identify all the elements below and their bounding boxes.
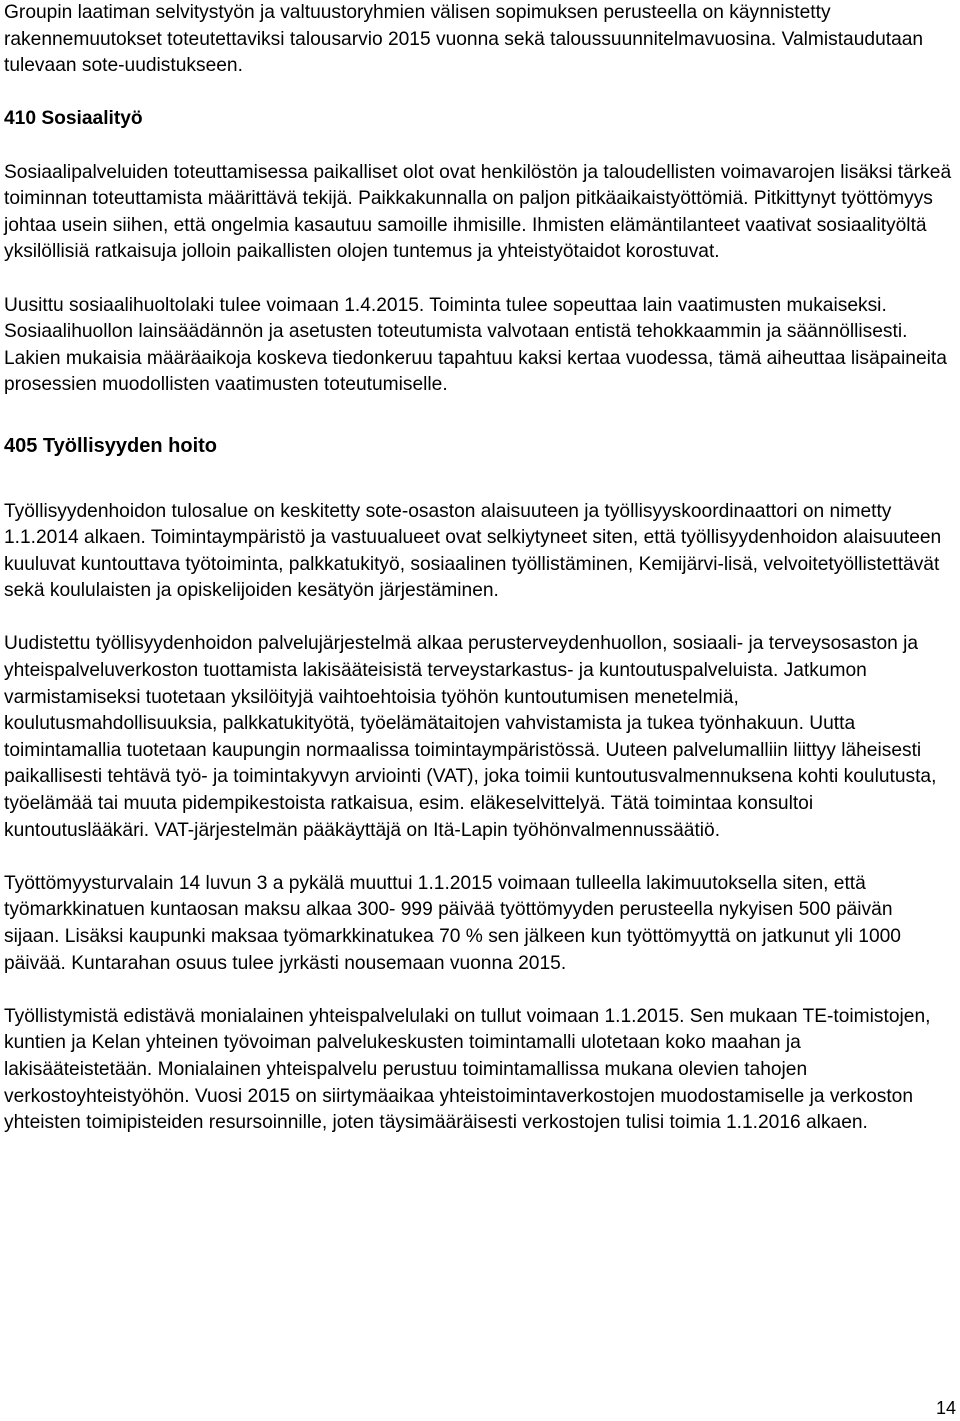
intro-paragraph: Groupin laatiman selvitystyön ja valtuustoryhmien välisen sopimuksen perusteella on käynnistetty rakennemuutokset toteutettaviksi talousarvio 2015 vuonna sekä taloussuunnitelmavuosina. Valmistaudutaan tulevaan sote-uudistukseen. [4,2,924,77]
paragraph-405-2: Uudistettu työllisyydenhoidon palvelujärjestelmä alkaa perusterveydenhuollon, sosiaali- ja terveysosaston ja yhteispalveluverkoston tuottamista lakisääteisistä terveystarkastus- ja kuntoutuspalveluista. Jatkumon varmistamiseksi tuotetaan yksilöityjä vaihtoehtoisia työhön kuntoutumisen menetelmiä, koulutusmahdollisuuksia, palkkatukityötä, työelämätaitojen vahvistamista ja tukea työnhakuun. Uutta toimintamallia tuotetaan kaupungin normaalissa toimintaympäristössä. Uuteen palvelumalliin liittyy läheisesti paikallisesti tehtävä työ- ja toimintakyvyn arviointi (VAT), joka toimii kuntoutusvalmennuksena kohti koulutusta, työelämää tai muuta pidempikestoista ratkaisua, esim. eläkeselvittelyä. Tätä toimintaa konsultoi kuntoutuslääkäri. VAT-järjestelmän pääkäyttäjä on Itä-Lapin työhönvalmennussäätiö. [4,633,937,841]
paragraph-410-1: Sosiaalipalveluiden toteuttamisessa paikalliset olot ovat henkilöstön ja taloudellisten voimavarojen lisäksi tärkeä toiminnan toteuttamista määrittävä tekijä. Paikkakunnalla on paljon pitkäaikaistyöttömiä. Pitkittynyt työttömyys johtaa usein siihen, että ongelmia kasautuu samoille ihmisille. Ihmisten elämäntilanteet vaativat sosiaalityöltä yksilöllisiä ratkaisuja jolloin paikallisten olojen tuntemus ja yhteistyötaidot korostuvat. [4,161,952,263]
page-number: 14 [935,1398,956,1418]
document-page [4,0,952,1137]
paragraph-405-3: Työttömyysturvalain 14 luvun 3 a pykälä muuttui 1.1.2015 voimaan tulleella lakimuutoksella siten, että työmarkkinatuen kuntaosan maksu alkaa 300- 999 päivää työttömyyden perusteella nykyisen 500 päivän sijaan. Lisäksi kaupunki maksaa työmarkkinatukea 70 % sen jälkeen kun työttömyyttä on jatkunut yli 1000 päivää. Kuntarahan osuus tulee jyrkästi nousemaan vuonna 2015. [4,872,901,974]
section-heading-410: 410 Sosiaalityö [4,108,143,130]
paragraph-405-1: Työllisyydenhoidon tulosalue on keskitetty sote-osaston alaisuuteen ja työllisyyskoordinaattori on nimetty 1.1.2014 alkaen. Toimintaympäristö ja vastuualueet ovat selkiytyneet siten, että työllisyydenhoidon alaisuuteen kuuluvat kuntouttava työtoiminta, palkkatukityö, sosiaalinen työllistäminen, Kemijärvi-lisä, velvoitetyöllistettävät sekä koululaisten ja opiskelijoiden kesätyön järjestäminen. [4,500,942,602]
paragraph-410-2: Uusittu sosiaalihuoltolaki tulee voimaan 1.4.2015. Toiminta tulee sopeuttaa lain vaatimusten mukaiseksi. Sosiaalihuollon lainsäädännön ja asetusten toteutumista valvotaan entistä tehokkaammin ja säännöllisesti. Lakien mukaisia määräaikoja koskeva tiedonkeruu tapahtuu kaksi kertaa vuodessa, tämä aiheuttaa lisäpaineita prosessien muodollisten vaatimusten toteutumiselle. [4,294,947,396]
paragraph-405-4: Työllistymistä edistävä monialainen yhteispalvelulaki on tullut voimaan 1.1.2015. Sen mukaan TE-toimistojen, kuntien ja Kelan yhteinen työvoiman palvelukeskusten toimintamalli ulotetaan koko maahan ja lakisääteistetään. Monialainen yhteispalvelu perustuu toimintamallissa mukana olevien tahojen verkostoyhteistyöhön. Vuosi 2015 on siirtymäaikaa yhteistoimintaverkostojen muodostamiselle ja verkoston yhteisten toimipisteiden resursoinnille, joten täysimääräisesti verkostojen tulisi toimia 1.1.2016 alkaen. [4,1005,931,1134]
section-heading-405: 405 Työllisyyden hoito [4,434,218,457]
